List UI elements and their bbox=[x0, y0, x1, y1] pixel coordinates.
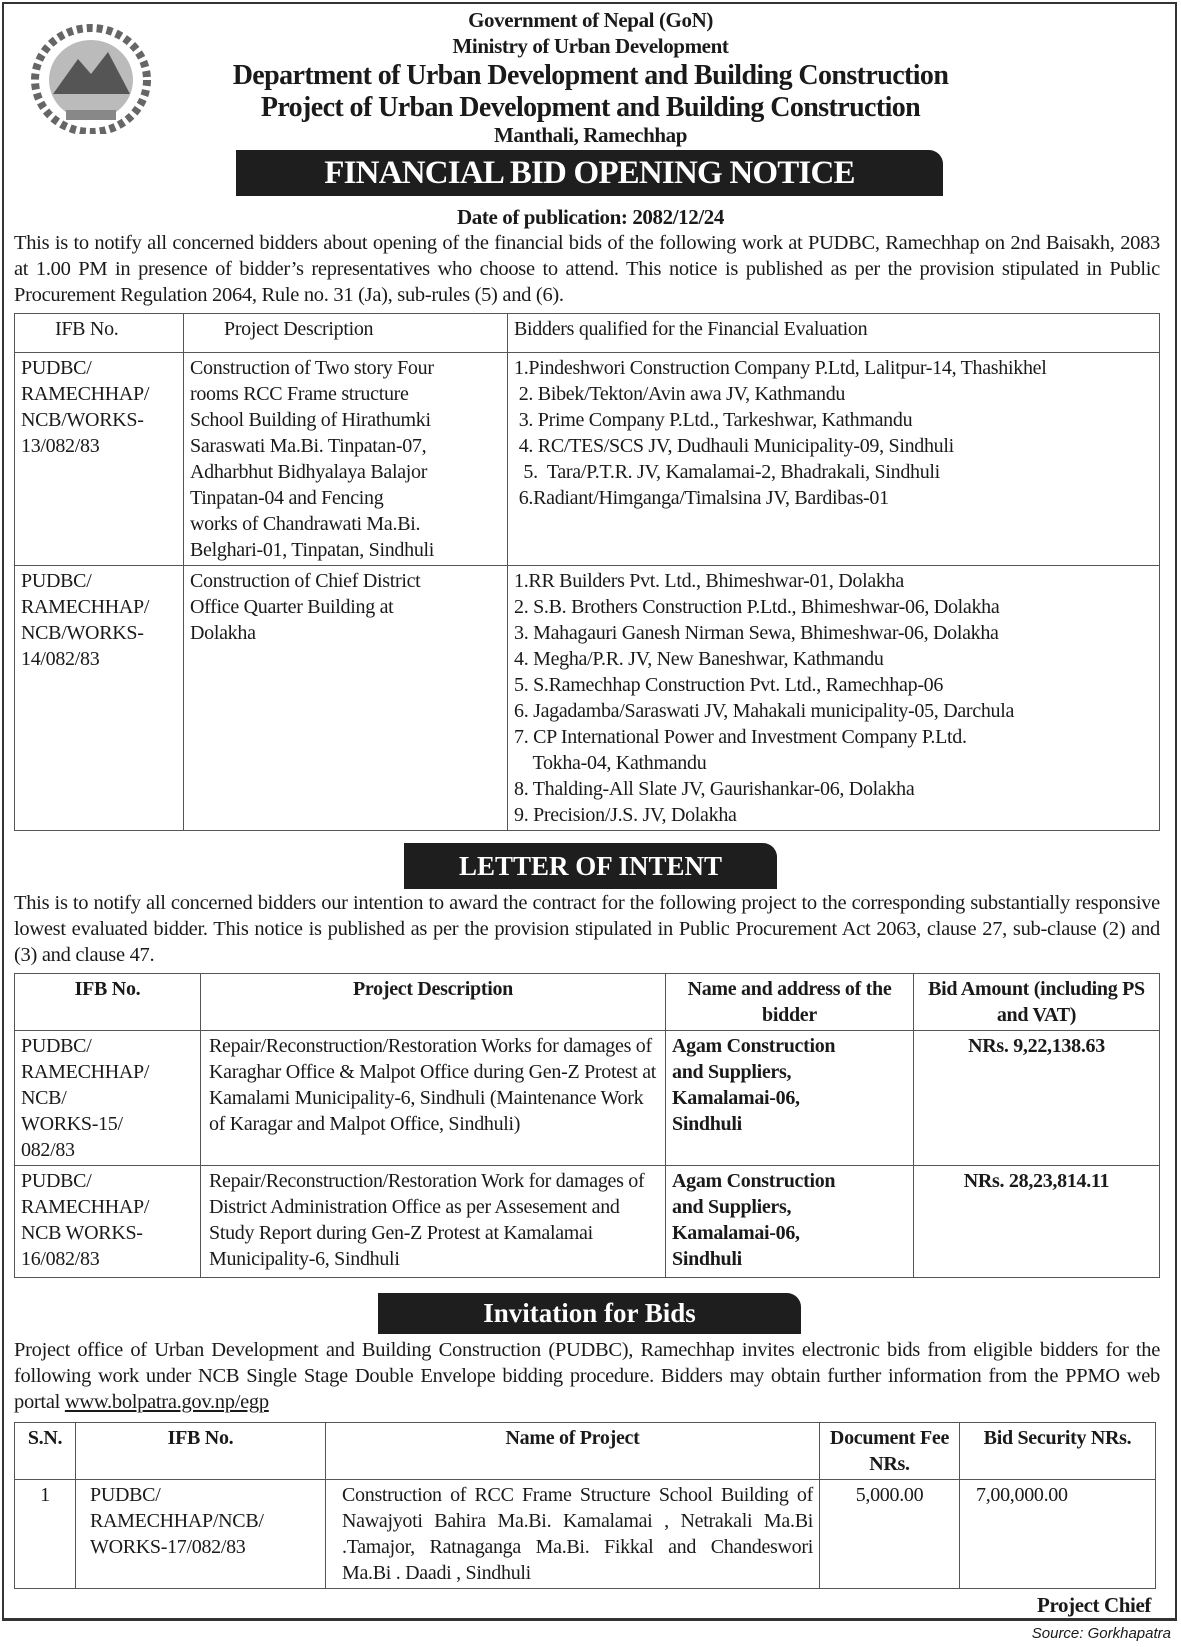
text-line: PUDBC/ bbox=[21, 357, 92, 379]
text-line: 1.Pindeshwori Construction Company P.Ltd, Lalitpur-14, Thashikhel bbox=[514, 357, 1047, 379]
text-line: 4. Megha/P.R. JV, New Baneshwar, Kathmandu bbox=[514, 648, 884, 670]
bid-amount: NRs. 9,22,138.63 bbox=[914, 1031, 1160, 1166]
text-line: and Suppliers, bbox=[672, 1061, 792, 1083]
text-line: RAMECHHAP/ bbox=[21, 1196, 150, 1218]
text-line: Saraswati Ma.Bi. Tinpatan-07, bbox=[190, 435, 427, 457]
description-cell bbox=[184, 353, 508, 566]
text-line: Adharbhut Bidhyalaya Balajor bbox=[190, 461, 428, 483]
table-cell bbox=[15, 1031, 201, 1166]
col-header: Bidders qualified for the Financial Evaluation bbox=[508, 314, 1160, 353]
table-cell bbox=[76, 1480, 326, 1589]
text-line: 9. Precision/J.S. JV, Dolakha bbox=[514, 804, 737, 826]
intent-paragraph: This is to notify all concerned bidders our intention to award the contract for the following project to the corresponding substantially responsive lowest evaluated bidder. This notice is published as per the provision stipulated in Public Procurement Act 2063, clause 27, sub-clause (2) and (3) and clause 47. bbox=[14, 892, 1160, 966]
text-line: Sindhuli bbox=[672, 1113, 742, 1135]
text-line: 2. Bibek/Tekton/Avin awa JV, Kathmandu bbox=[514, 383, 846, 405]
text-line: School Building of Hirathumki bbox=[190, 409, 431, 431]
text-line: 16/082/83 bbox=[21, 1248, 100, 1270]
text-line: 1.RR Builders Pvt. Ltd., Bhimeshwar-01, Dolakha bbox=[514, 570, 904, 592]
text-line: 3. Prime Company P.Ltd., Tarkeshwar, Kathmandu bbox=[514, 409, 913, 431]
text-line: Dolakha bbox=[190, 622, 256, 644]
text-line: 7. CP International Power and Investment Company P.Ltd. bbox=[514, 726, 967, 748]
text-line: 5. Tara/P.T.R. JV, Kamalamai-2, Bhadrakali, Sindhuli bbox=[514, 461, 940, 483]
table-row bbox=[15, 353, 1160, 566]
text-line: RAMECHHAP/ bbox=[21, 596, 150, 618]
text-line: and Suppliers, bbox=[672, 1196, 792, 1218]
publication-date: Date of publication: 2082/12/24 bbox=[456, 205, 725, 229]
text-line: WORKS-15/ bbox=[21, 1113, 123, 1135]
text-line: RAMECHHAP/ bbox=[21, 383, 150, 405]
text-line: Tokha-04, Kathmandu bbox=[514, 752, 707, 774]
bolpatra-link[interactable]: www.bolpatra.gov.np/egp bbox=[64, 1391, 269, 1413]
table-cell bbox=[666, 1166, 914, 1278]
text-line: 4. RC/TES/SCS JV, Dudhauli Municipality-09, Sindhuli bbox=[514, 435, 954, 457]
invitation-table bbox=[14, 1422, 1156, 1589]
source-credit: Source: Gorkhapatra bbox=[1031, 1625, 1171, 1642]
bidders-cell bbox=[508, 353, 1160, 566]
table-row bbox=[15, 566, 1160, 831]
text-line: 5,000.00 bbox=[820, 1480, 960, 1589]
col-header: IFB No. bbox=[15, 314, 184, 353]
description-cell bbox=[184, 566, 508, 831]
text-line: Kamalamai-06, bbox=[672, 1222, 800, 1244]
table-cell bbox=[666, 1031, 914, 1166]
text-line: 2. S.B. Brothers Construction P.Ltd., Bhimeshwar-06, Dolakha bbox=[514, 596, 1000, 618]
text-line: 7,00,000.00 bbox=[960, 1480, 1156, 1589]
text-line: Kamalamai-06, bbox=[672, 1087, 800, 1109]
financial-bid-banner: FINANCIAL BID OPENING NOTICE bbox=[236, 150, 943, 196]
table-cell bbox=[15, 1166, 201, 1278]
table-row bbox=[15, 1031, 1160, 1166]
text-line: Construction of Two story Four bbox=[190, 357, 434, 379]
text-line: NCB WORKS- bbox=[21, 1222, 143, 1244]
ifb-cell bbox=[15, 566, 184, 831]
col-header: S.N. bbox=[15, 1423, 76, 1480]
text-line: 1 bbox=[15, 1480, 76, 1589]
col-header: IFB No. bbox=[15, 974, 201, 1031]
signature: Project Chief bbox=[1037, 1593, 1151, 1617]
table-row bbox=[15, 1480, 1156, 1589]
col-header: Project Description bbox=[201, 974, 666, 1031]
text-line: Project office of Urban Development and Building Construction (PUDBC), Ramechhap invites electronic bids from eligible bidders for the following work under NCB Single Stage Double Envelope bidding procedure. Bidders may obtain further information from the PPMO web portal bbox=[14, 1339, 1160, 1413]
text-line: 082/83 bbox=[21, 1139, 75, 1161]
invitation-paragraph bbox=[14, 1337, 1160, 1415]
financial-bid-table bbox=[14, 313, 1160, 831]
text-line: Office Quarter Building at bbox=[190, 596, 394, 618]
text-line: Tinpatan-04 and Fencing bbox=[190, 487, 384, 509]
text-line: 14/082/83 bbox=[21, 648, 100, 670]
text-line: NCB/ bbox=[21, 1087, 67, 1109]
bidders-cell bbox=[508, 566, 1160, 831]
text-line: PUDBC/ bbox=[21, 570, 92, 592]
department-line: Department of Urban Development and Building Construction bbox=[232, 60, 949, 91]
intent-table bbox=[14, 973, 1160, 1278]
gov-line: Government of Nepal (GoN) bbox=[468, 8, 713, 32]
ifb-cell bbox=[15, 353, 184, 566]
ministry-line: Ministry of Urban Development bbox=[452, 34, 729, 58]
text-line: 6. Jagadamba/Saraswati JV, Mahakali municipality-05, Darchula bbox=[514, 700, 1015, 722]
text-line: Agam Construction bbox=[672, 1035, 836, 1057]
text-line: Belghari-01, Tinpatan, Sindhuli bbox=[190, 539, 435, 561]
notice-paragraph: This is to notify all concerned bidders about opening of the financial bids of the following work at PUDBC, Ramechhap on 2nd Baisakh, 2083 at 1.00 PM in presence of bidder’s representatives who choose to attend. This notice is published as per the provision stipulated in Public Procurement Regulation 2064, Rule no. 31 (Ja), sub-rules (5) and (6). bbox=[14, 232, 1160, 306]
text-line: 8. Thalding-All Slate JV, Gaurishankar-06, Dolakha bbox=[514, 778, 915, 800]
text-line: NCB/WORKS- bbox=[21, 409, 144, 431]
location-line: Manthali, Ramechhap bbox=[493, 123, 688, 147]
text-line: PUDBC/ bbox=[21, 1170, 92, 1192]
text-line: 5. S.Ramechhap Construction Pvt. Ltd., Ramechhap-06 bbox=[514, 674, 944, 696]
text-line: 6.Radiant/Himganga/Timalsina JV, Bardibas-01 bbox=[514, 487, 889, 509]
invitation-banner: Invitation for Bids bbox=[378, 1293, 801, 1334]
text-line: RAMECHHAP/NCB/ bbox=[90, 1510, 264, 1532]
description-cell: Repair/Reconstruction/Restoration Works for damages of Karaghar Office & Malpot Office during Gen-Z Protest at Kamalami Municipality-6, Sindhuli (Maintenance Work of Karagar and Malpot Office, Sindhuli) bbox=[201, 1031, 666, 1166]
col-header: Bid Security NRs. bbox=[960, 1423, 1156, 1480]
text-line: PUDBC/ bbox=[90, 1484, 161, 1506]
text-line: WORKS-17/082/83 bbox=[90, 1536, 246, 1558]
col-header: Bid Amount (including PS and VAT) bbox=[914, 974, 1160, 1031]
text-line: PUDBC/ bbox=[21, 1035, 92, 1057]
text-line: NCB/WORKS- bbox=[21, 622, 144, 644]
col-header: Project Description bbox=[184, 314, 508, 353]
text-line: Sindhuli bbox=[672, 1248, 742, 1270]
text-line: works of Chandrawati Ma.Bi. bbox=[190, 513, 421, 535]
bid-amount: NRs. 28,23,814.11 bbox=[914, 1166, 1160, 1278]
text-line: rooms RCC Frame structure bbox=[190, 383, 409, 405]
col-header: Name and address of the bidder bbox=[666, 974, 914, 1031]
text-line: Construction of RCC Frame Structure School Building of Nawajyoti Bahira Ma.Bi. Kamalamai , Netrakali Ma.Bi .Tamajor, Ratnaganga Ma.Bi. Fikkal and Chandeswori Ma.Bi . Daadi , Sindhuli bbox=[326, 1480, 820, 1589]
table-row bbox=[15, 1166, 1160, 1278]
project-line: Project of Urban Development and Building Construction bbox=[260, 92, 921, 123]
col-header: Document Fee NRs. bbox=[820, 1423, 960, 1480]
description-cell: Repair/Reconstruction/Restoration Work for damages of District Administration Office as per Assesement and Study Report during Gen-Z Protest at Kamalamai Municipality-6, Sindhuli bbox=[201, 1166, 666, 1278]
col-header: Name of Project bbox=[326, 1423, 820, 1480]
text-line: 13/082/83 bbox=[21, 435, 100, 457]
text-line: Agam Construction bbox=[672, 1170, 836, 1192]
text-line: 3. Mahagauri Ganesh Nirman Sewa, Bhimeshwar-06, Dolakha bbox=[514, 622, 999, 644]
text-line: Construction of Chief District bbox=[190, 570, 421, 592]
text-line: RAMECHHAP/ bbox=[21, 1061, 150, 1083]
col-header: IFB No. bbox=[76, 1423, 326, 1480]
letter-of-intent-banner: LETTER OF INTENT bbox=[404, 843, 777, 889]
